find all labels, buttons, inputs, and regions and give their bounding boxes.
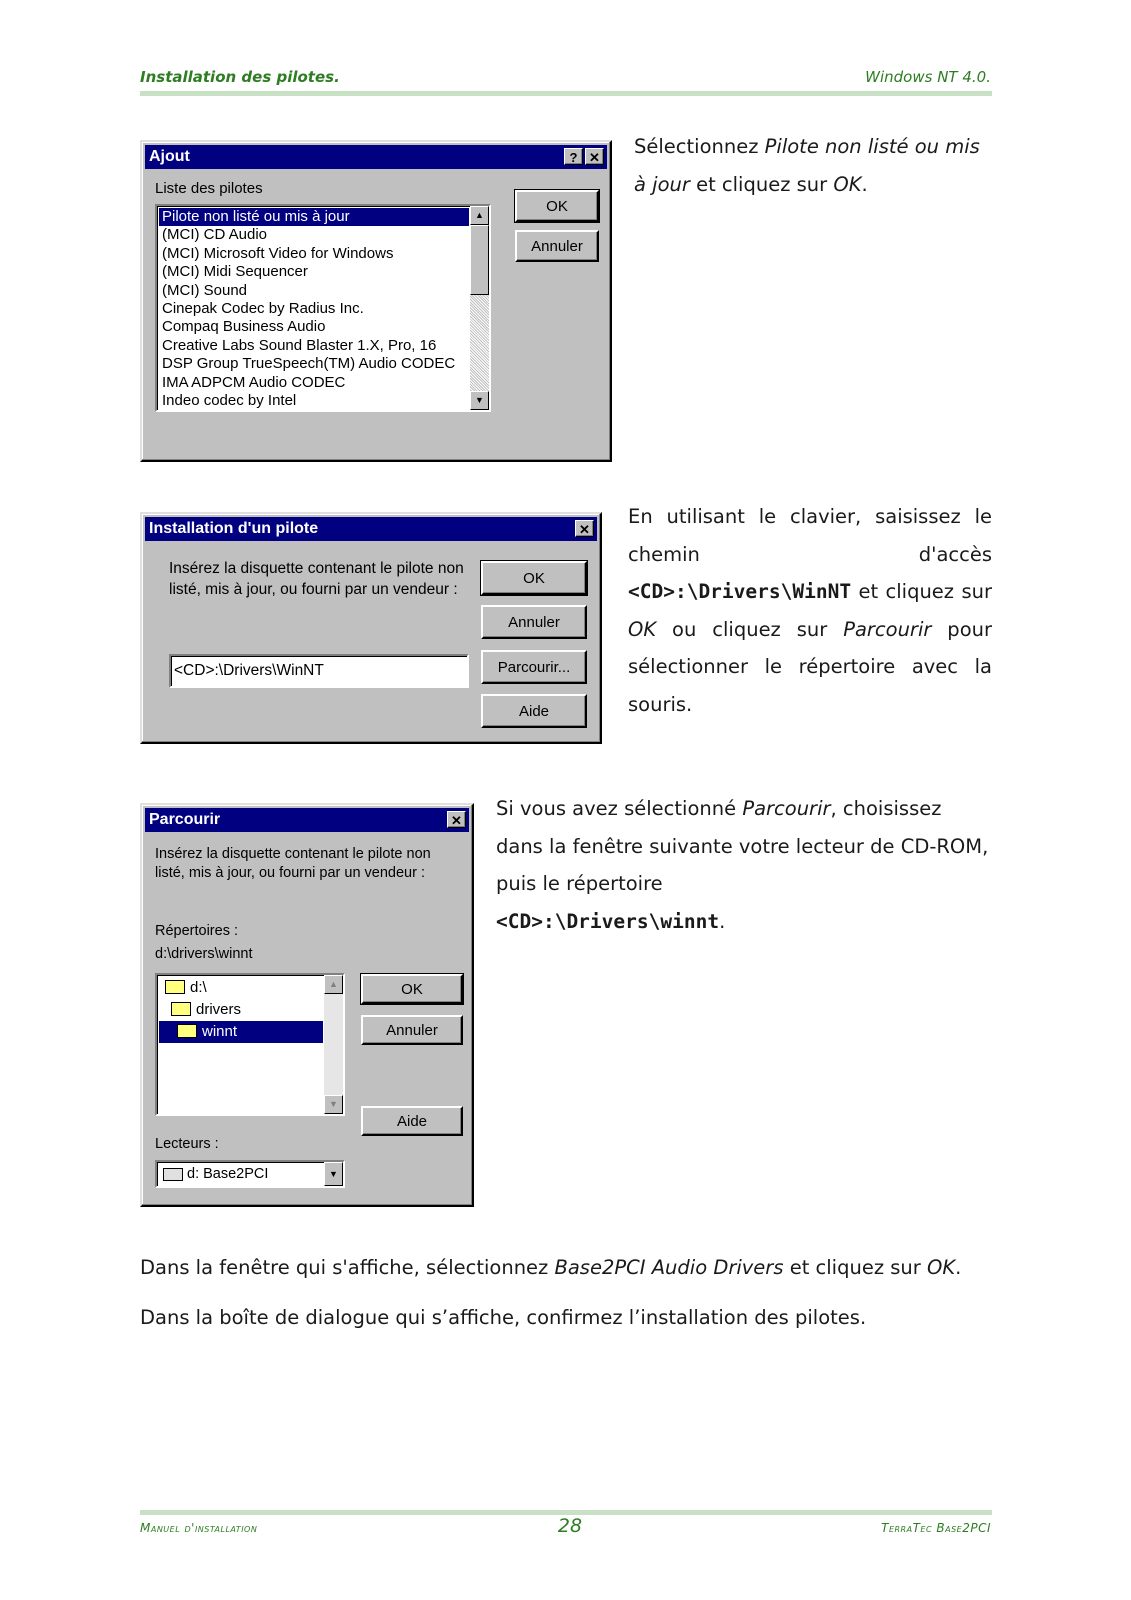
- p2-text-e: ou cliquez sur: [656, 617, 844, 641]
- p3-text-e: .: [719, 909, 726, 933]
- add-driver-title: Ajout: [149, 148, 190, 165]
- add-driver-dialog: [140, 140, 612, 462]
- driver-list-item[interactable]: (MCI) Midi Sequencer: [162, 263, 308, 281]
- install-driver-title: Installation d'un pilote: [149, 520, 319, 537]
- scroll-down-button[interactable]: ▼: [324, 1095, 343, 1114]
- folder-row-selected[interactable]: [159, 1021, 323, 1043]
- close-button[interactable]: ✕: [447, 811, 466, 828]
- ok-button[interactable]: OK: [481, 561, 587, 595]
- driver-list-item[interactable]: Compaq Business Audio: [162, 318, 326, 336]
- open-folder-icon: [177, 1024, 197, 1038]
- drive-value: d: Base2PCI: [187, 1166, 269, 1182]
- install-driver-dialog: [140, 512, 602, 744]
- instruction-paragraph-1: [634, 128, 992, 203]
- p4-text-e: .: [955, 1256, 962, 1279]
- directories-label: Répertoires :: [155, 923, 239, 939]
- close-button[interactable]: ✕: [575, 520, 594, 537]
- cancel-button[interactable]: Annuler: [481, 605, 587, 639]
- p1-ok-ref: OK: [833, 172, 862, 196]
- directory-tree[interactable]: [155, 973, 345, 1116]
- help-button[interactable]: Aide: [361, 1106, 463, 1136]
- p2-text-g: pour sélectionner le répertoire avec la souris.: [628, 617, 992, 716]
- instruction-paragraph-2: [628, 498, 992, 723]
- instruction-paragraph-4: [140, 1249, 1000, 1287]
- drive-icon: [163, 1168, 183, 1181]
- cancel-button[interactable]: Annuler: [361, 1015, 463, 1045]
- path-input[interactable]: [169, 654, 469, 688]
- p4-driver-name: Base2PCI Audio Drivers: [554, 1256, 784, 1279]
- add-driver-titlebar: [145, 145, 607, 169]
- p2-text-a: En utilisant le clavier, saisissez le chemin d'accès: [628, 505, 992, 566]
- help-button[interactable]: ?: [564, 148, 583, 165]
- help-button[interactable]: Aide: [481, 694, 587, 728]
- scroll-down-button[interactable]: ▼: [470, 391, 489, 410]
- p2-browse-ref: Parcourir: [843, 617, 932, 641]
- driver-list-item[interactable]: IMA ADPCM Audio CODEC: [162, 373, 346, 391]
- drives-label: Lecteurs :: [155, 1136, 219, 1152]
- footer-manual-title: Manuel d'installation: [140, 1521, 258, 1535]
- p2-path: <CD>:\Drivers\WinNT: [628, 580, 852, 603]
- ok-button[interactable]: OK: [361, 974, 463, 1004]
- install-prompt: Insérez la disquette contenant le pilote non listé, mis à jour, ou fourni par un vendeur :: [169, 560, 464, 598]
- folder-name: d:\: [190, 979, 207, 996]
- folder-name: drivers: [196, 1001, 242, 1018]
- folder-name: winnt: [202, 1023, 238, 1040]
- browse-titlebar: [145, 808, 469, 832]
- p4-ok-ref: OK: [927, 1256, 956, 1279]
- path-input-value: <CD>:\Drivers\WinNT: [174, 662, 324, 679]
- p3-path: <CD>:\Drivers\winnt: [496, 909, 720, 933]
- header-divider: [140, 91, 992, 96]
- driver-list-label: Liste des pilotes: [155, 180, 263, 197]
- open-folder-icon: [165, 980, 185, 994]
- scroll-up-button[interactable]: ▲: [470, 206, 489, 225]
- p1-text-e: .: [861, 172, 868, 196]
- p2-text-c: et cliquez sur: [851, 580, 992, 603]
- instruction-paragraph-5: Dans la boîte de dialogue qui s’affiche, confirmez l’installation des pilotes.: [140, 1306, 867, 1329]
- browse-title: Parcourir: [149, 811, 221, 828]
- browse-dialog: [140, 803, 474, 1207]
- p1-text-a: Sélectionnez: [634, 135, 765, 158]
- driver-list-item[interactable]: DSP Group TrueSpeech(TM) Audio CODEC: [162, 355, 456, 373]
- driver-listbox[interactable]: [155, 204, 491, 412]
- install-driver-titlebar: [145, 517, 597, 541]
- open-folder-icon: [171, 1002, 191, 1016]
- driver-list-item[interactable]: (MCI) Sound: [162, 281, 248, 299]
- browse-prompt: Insérez la disquette contenant le pilote non listé, mis à jour, ou fourni par un vendeur :: [155, 846, 431, 881]
- driver-list-item[interactable]: Indeo codec by Intel: [162, 391, 297, 409]
- p3-text-a: Si vous avez sélectionné: [496, 797, 743, 820]
- instruction-paragraph-3: [496, 790, 992, 940]
- p3-text-c: , choisissez dans la fenêtre suivante votre lecteur de CD-ROM, puis le répertoire: [496, 797, 989, 895]
- chevron-down-icon[interactable]: ▼: [324, 1162, 343, 1186]
- p1-option-name: Pilote non listé ou mis à jour: [634, 135, 980, 196]
- close-button[interactable]: ✕: [585, 148, 604, 165]
- driver-list-item[interactable]: (MCI) Microsoft Video for Windows: [162, 244, 394, 262]
- folder-row[interactable]: [159, 977, 323, 999]
- cancel-button[interactable]: Annuler: [515, 230, 599, 262]
- browse-button[interactable]: Parcourir...: [481, 650, 587, 684]
- p3-browse-ref: Parcourir: [742, 797, 831, 820]
- driver-list-item-selected[interactable]: Pilote non listé ou mis à jour: [159, 208, 469, 226]
- driver-list-item[interactable]: Cinepak Codec by Radius Inc.: [162, 299, 364, 317]
- p4-text-c: et cliquez sur: [783, 1256, 927, 1279]
- ok-button[interactable]: OK: [515, 190, 599, 222]
- p2-ok-ref: OK: [628, 617, 657, 641]
- page-number: 28: [557, 1515, 583, 1537]
- scroll-up-button[interactable]: ▲: [324, 975, 343, 994]
- scroll-thumb[interactable]: [470, 225, 489, 295]
- header-section-title: Installation des pilotes.: [140, 68, 340, 86]
- p1-text-c: et cliquez sur: [689, 172, 834, 196]
- driver-list-item[interactable]: (MCI) CD Audio: [162, 226, 268, 244]
- folder-row[interactable]: [159, 999, 323, 1021]
- footer-product-name: TerraTec Base2PCI: [881, 1521, 991, 1535]
- p4-text-a: Dans la fenêtre qui s'affiche, sélectionnez: [140, 1256, 555, 1279]
- current-directory: d:\drivers\winnt: [155, 946, 253, 962]
- driver-list-scrollbar[interactable]: [470, 206, 489, 410]
- header-os-title: Windows NT 4.0.: [865, 68, 991, 86]
- driver-list-item[interactable]: Creative Labs Sound Blaster 1.X, Pro, 16: [162, 336, 437, 354]
- directory-scrollbar[interactable]: [324, 975, 343, 1114]
- drive-select[interactable]: [155, 1160, 345, 1188]
